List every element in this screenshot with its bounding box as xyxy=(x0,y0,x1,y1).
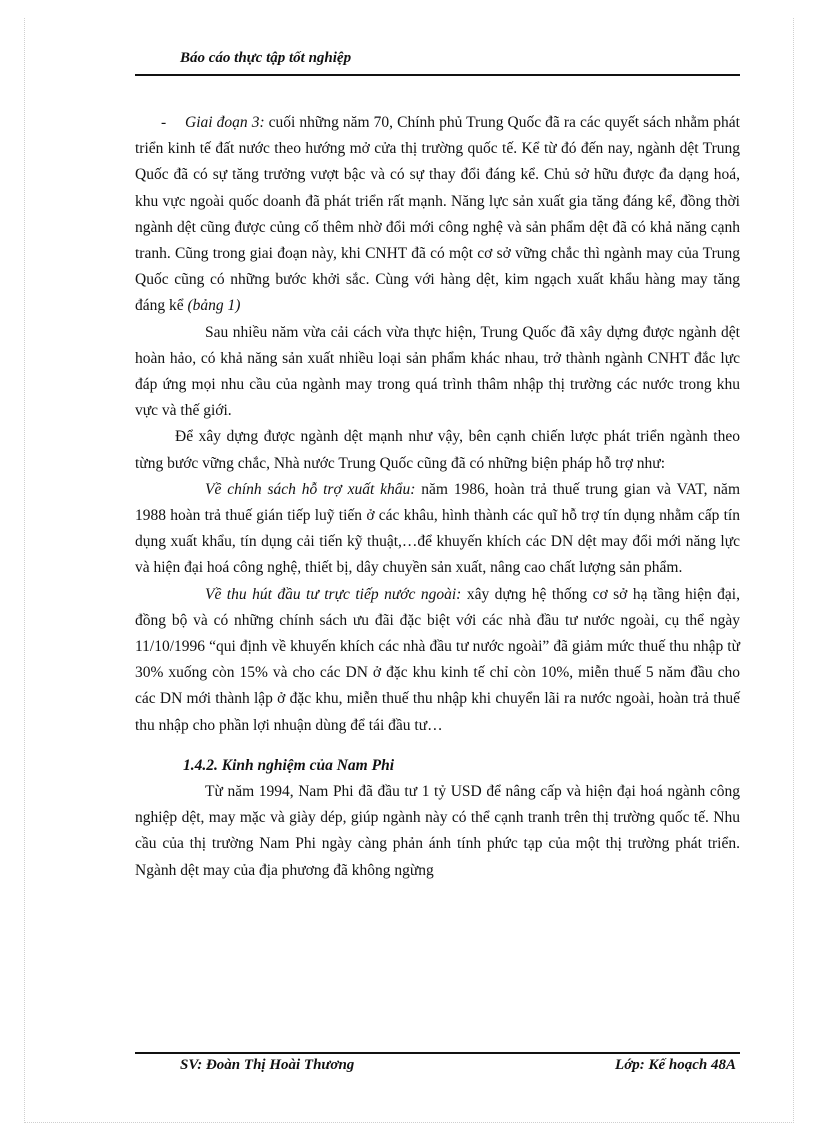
paragraph-export-support xyxy=(135,477,740,582)
footer-student: SV: Đoàn Thị Hoài Thương xyxy=(180,1057,355,1073)
paragraph-support-intro: Để xây dựng được ngành dệt mạnh như vậy, bên cạnh chiến lược phát triển ngành theo từng bước vững chắc, Nhà nước Trung Quốc cũng đã có những biện pháp hỗ trợ như: xyxy=(135,428,740,472)
paragraph-reform: Sau nhiều năm vừa cải cách vừa thực hiện, Trung Quốc đã xây dựng được ngành dệt hoàn hảo, có khả năng sản xuất nhiều loại sản phẩm khác nhau, trở thành ngành CNHT đắc lực đáp ứng mọi nhu cầu của ngành may trong quá trình thâm nhập thị trường các nước trong khu vực và thế giới. xyxy=(135,323,740,420)
list-dash: - xyxy=(161,114,167,131)
export-support-label: Về chính sách hỗ trợ xuất khẩu: xyxy=(205,480,416,498)
footer-class: Lớp: Kế hoạch 48A xyxy=(615,1057,736,1073)
paragraph-text: cuối những năm 70, Chính phủ Trung Quốc đã ra các quyết sách nhằm phát triển kinh tế đất nước theo hướng mở cửa thị trường quốc tế. Kể từ đó đến nay, ngành dệt Trung Quốc đã có sự tăng trưởng vượt bậc và có sự thay đổi đáng kể. Chủ sở hữu được đa dạng hoá, khu vực ngoài quốc doanh đã phát triển rất mạnh. Năng lực sản xuất gia tăng đáng kể, đồng thời ngành dệt cũng được củng cố thêm nhờ đổi mới công nghệ và sản phẩm dệt đã có khả năng cạnh tranh. Cũng trong giai đoạn này, khi CNHT đã có một cơ sở vững chắc thì ngành may của Trung Quốc cũng có những bước khởi sắc. Cùng với hàng dệt, kim ngạch xuất khẩu hàng may tăng đáng kể xyxy=(135,114,740,315)
table-reference: (bảng 1) xyxy=(187,297,241,315)
page-footer xyxy=(135,1052,740,1080)
paragraph-giai-doan-3 xyxy=(135,110,740,320)
header-title: Báo cáo thực tập tốt nghiệp xyxy=(180,50,352,66)
phase-label: Giai đoạn 3: xyxy=(185,114,265,131)
fdi-label: Về thu hút đầu tư trực tiếp nước ngoài: xyxy=(205,585,462,603)
paragraph-south-africa: Từ năm 1994, Nam Phi đã đầu tư 1 tỷ USD để nâng cấp và hiện đại hoá ngành công nghiệp dệt, may mặc và giày dép, giúp ngành này có thể cạnh tranh trên thị trường quốc tế. Nhu cầu của thị trường Nam Phi ngày càng phản ánh tính phức tạp của một thị trường phát triển. Ngành dệt may của địa phương đã không ngừng xyxy=(135,783,740,879)
fdi-text: xây dựng hệ thống cơ sở hạ tầng hiện đại, đồng bộ và có những chính sách ưu đãi đặc biệt với các nhà đầu tư nước ngoài, cụ thể ngày 11/10/1996 “qui định về khuyến khích các nhà đầu tư nước ngoài” đã giảm mức thuế thu nhập từ 30% xuống còn 15% và cho các DN ở đặc khu kinh tế chỉ còn 10%, miễn thuế 5 năm đầu cho các DN mới thành lập ở đặc khu, miễn thuế thu nhập khi chuyển lãi ra nước ngoài, hoàn trả thuế thu nhập cho phần lợi nhuận dùng để tái đầu tư… xyxy=(135,585,740,734)
section-heading: 1.4.2. Kinh nghiệm của Nam Phi xyxy=(183,756,395,774)
document-body xyxy=(135,110,740,884)
page-header xyxy=(135,48,740,76)
paragraph-fdi xyxy=(135,582,740,739)
export-support-text: năm 1986, hoàn trả thuế trung gian và VAT, năm 1988 hoàn trả thuế gián tiếp luỹ tiến ở các khâu, hình thành các quĩ hỗ trợ tín dụng nhằm cấp tín dụng xuất khẩu, tín dụng cải tiến kỹ thuật,…để khuyến khích các DN dệt may đổi mới năng lực và hiện đại hoá công nghệ, thiết bị, dây chuyền sản xuất, nâng cao chất lượng sản phẩm. xyxy=(135,480,740,577)
